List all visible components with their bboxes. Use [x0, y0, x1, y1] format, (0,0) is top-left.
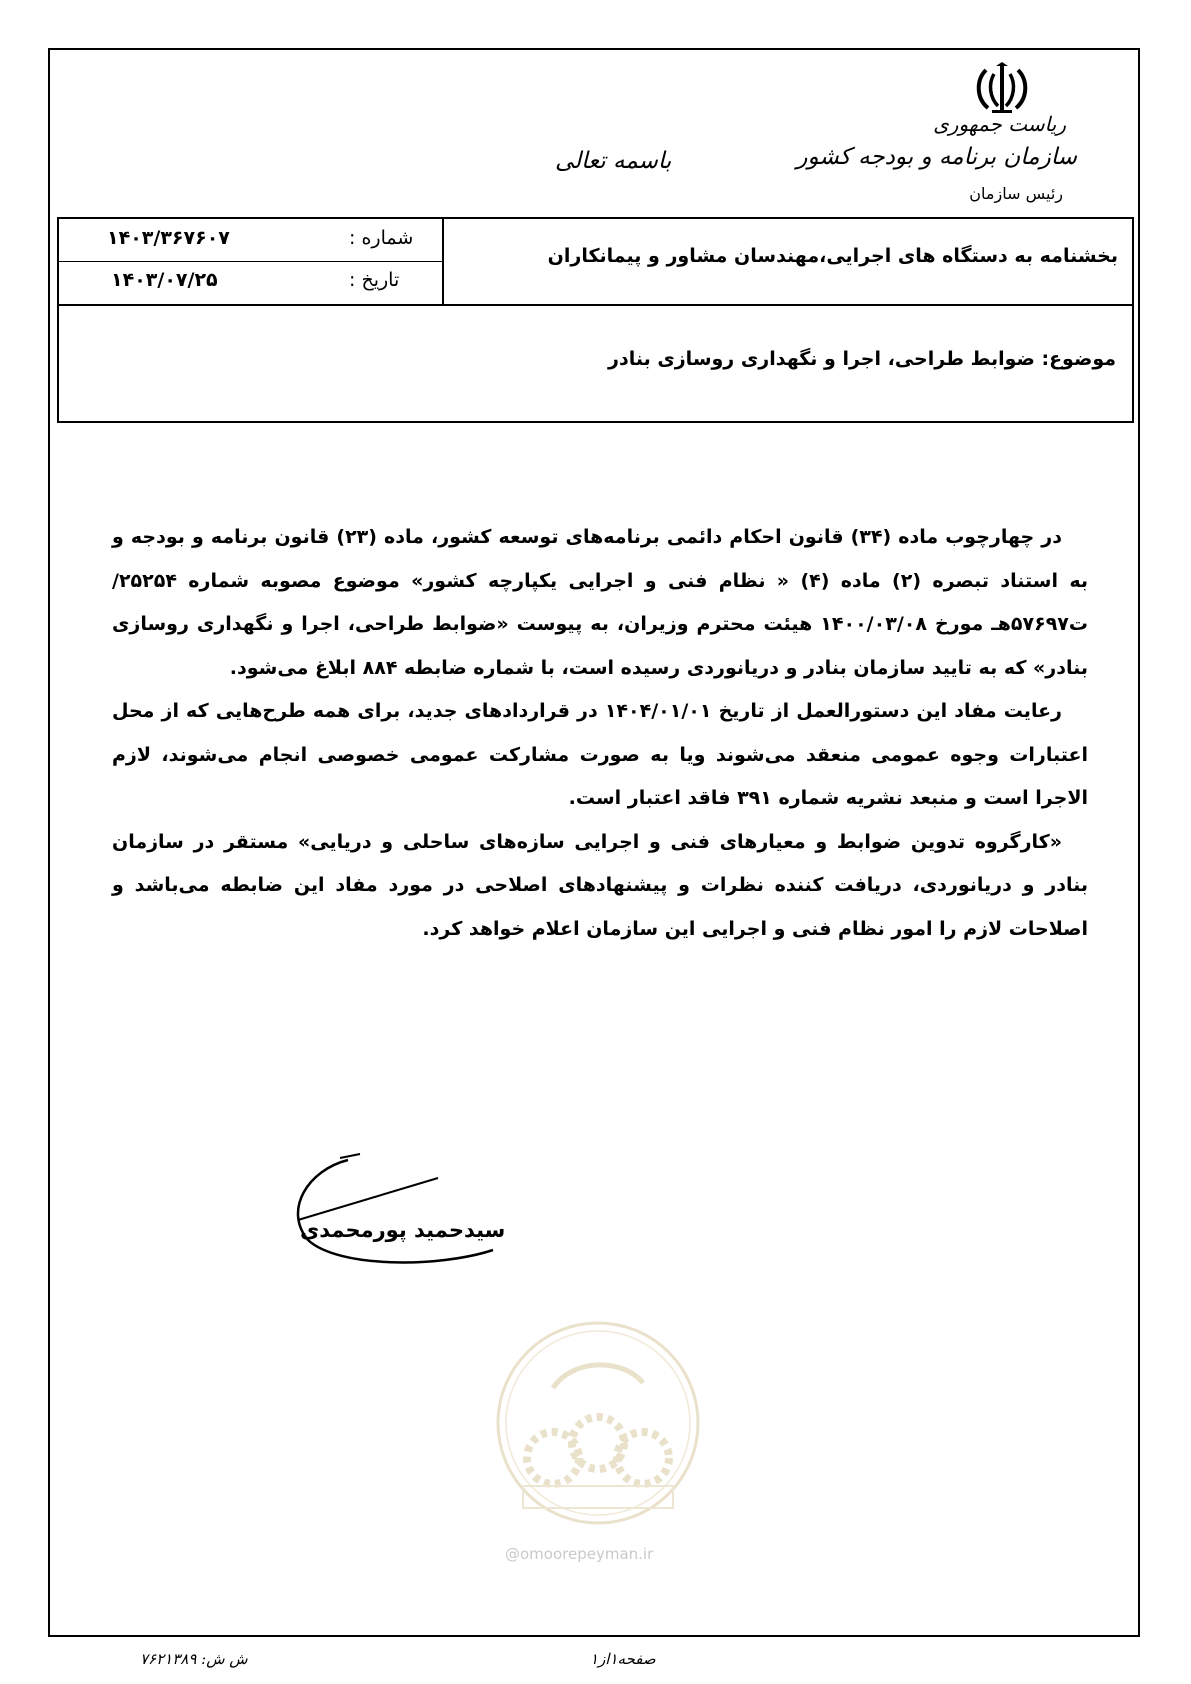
recipients-line: بخشنامه به دستگاه های اجرایی،مهندسان مشاور و پیمانکاران: [547, 245, 1118, 267]
subject-line: موضوع: ضوابط طراحی، اجرا و نگهداری روسازی بنادر: [608, 348, 1116, 370]
header-vertical-divider: [442, 219, 444, 304]
bismillah: باسمه تعالی: [555, 148, 672, 174]
date-label: تاریخ :: [349, 269, 400, 291]
body-paragraph-1: در چهارچوب ماده (۳۴) قانون احکام دائمی برنامه‌های توسعه کشور، ماده (۲۳) قانون برنامه و بودجه و به استناد تبصره (۲) ماده (۴) « نظام فنی و اجرایی یکپارچه کشور» موضوع مصوبه شماره ۲۵۲۵۴/ت۵۷۶۹۷هـ مورخ ۱۴۰۰/۰۳/۰۸ هیئت محترم وزیران، به پیوست «ضوابط طراحی، اجرا و نگهداری روسازی بنادر» که به تایید سازمان بنادر و دریانوردی رسیده است، با شماره ضابطه ۸۸۴ ابلاغ می‌شود.: [112, 526, 1088, 679]
signature-scribble: [288, 1150, 528, 1270]
signatory-name: سیدحمید پورمحمدی: [300, 1218, 506, 1242]
iran-emblem-icon: [972, 62, 1032, 118]
org-line-head: رئیس سازمان: [969, 184, 1063, 203]
footer-page-number: صفحه۱از۱: [590, 1650, 656, 1668]
header-divider: [59, 304, 1132, 306]
body-paragraph-3: «کارگروه تدوین ضوابط و معیارهای فنی و اجرایی سازه‌های ساحلی و دریایی» مستقر در سازمان بنادر و دریانوردی، دریافت کننده نظرات و پیشنهادهای اصلاحی در مورد مفاد این ضابطه می‌باشد و اصلاحات لازم را امور نظام فنی و اجرایی این سازمان اعلام خواهد کرد.: [112, 830, 1088, 940]
letter-number: ۱۴۰۳/۳۶۷۶۰۷: [107, 227, 230, 249]
letter-header-box: [57, 217, 1134, 423]
watermark-url: @omoorepeyman.ir: [505, 1545, 654, 1563]
watermark-stamp-icon: [493, 1318, 703, 1528]
org-line-presidency: ریاست جمهوری: [933, 112, 1066, 136]
org-line-organization: سازمان برنامه و بودجه کشور: [796, 144, 1077, 170]
body-paragraph-2: رعایت مفاد این دستورالعمل از تاریخ ۱۴۰۴/۰۱/۰۱ در قراردادهای جدید، برای همه طرح‌هایی که از محل اعتبارات وجوه عمومی منعقد می‌شوند ویا به صورت مشارکت عمومی خصوصی انجام می‌شوند، لازم الاجرا است و منبعد نشریه شماره ۳۹۱ فاقد اعتبار است.: [112, 700, 1088, 809]
letter-date: ۱۴۰۳/۰۷/۲۵: [111, 269, 218, 291]
footer-serial: ش ش: ۷۶۲۱۳۸۹: [140, 1650, 248, 1668]
meta-divider: [59, 261, 442, 262]
number-label: شماره :: [349, 227, 414, 249]
letter-body: [112, 516, 1088, 951]
